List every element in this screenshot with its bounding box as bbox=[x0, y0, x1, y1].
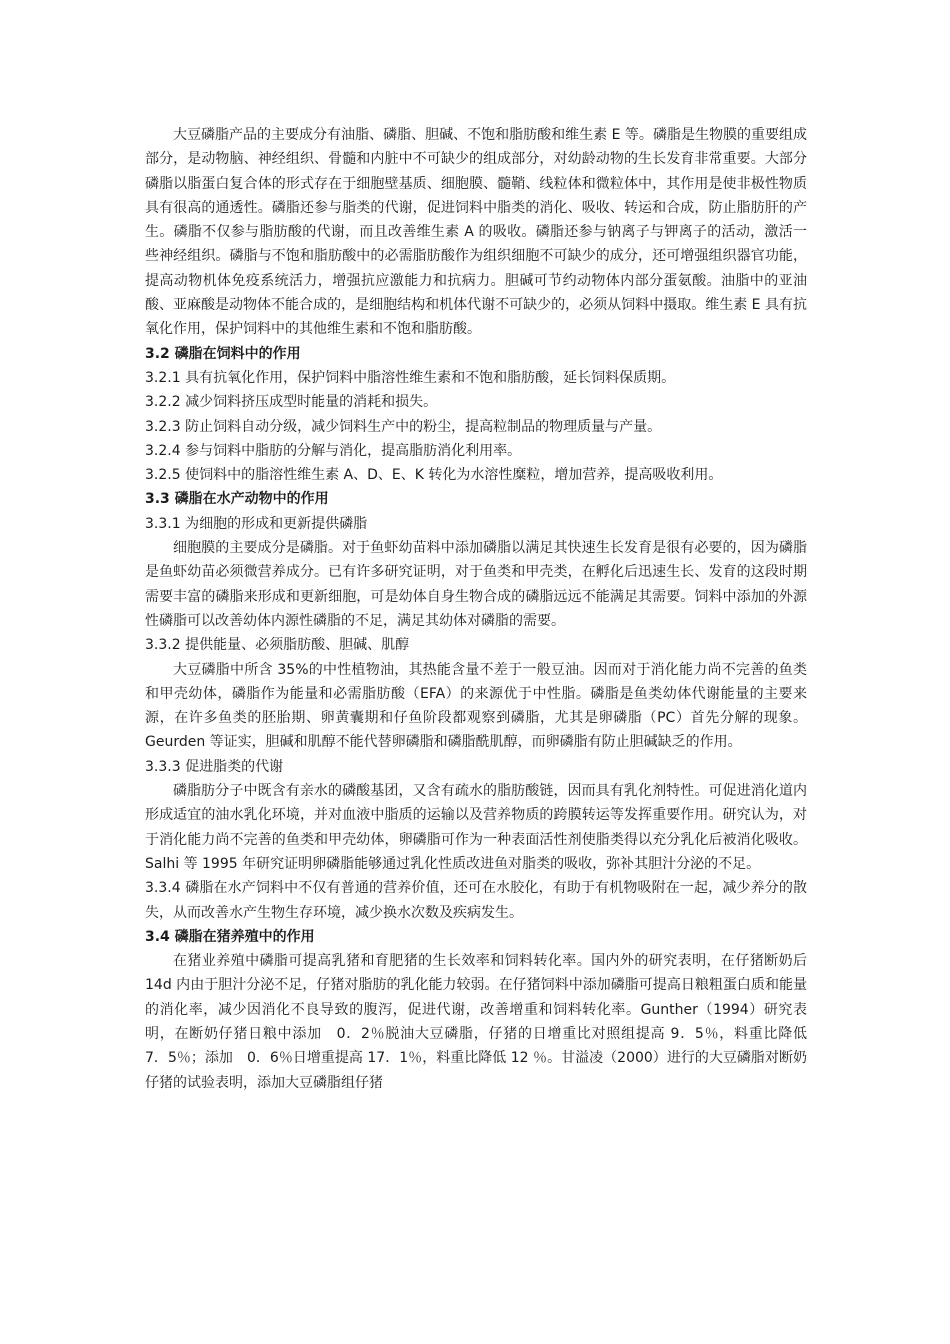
item-3-2-5: 3.2.5 使饲料中的脂溶性维生素 A、D、E、K 转化为水溶性糜粒，增加营养，提高吸收利用。 bbox=[145, 467, 723, 484]
item-3-2-1: 3.2.1 具有抗氧化作用，保护饲料中脂溶性维生素和不饱和脂肪酸，延长饲料保质期。 bbox=[145, 369, 676, 386]
paragraph-pig-farming: 在猪业养殖中磷脂可提高乳猪和育肥猪的生长效率和饲料转化率。国内外的研究表明，在仔猪断奶后 14d 内由于胆汁分泌不足，仔猪对脂肪的乳化能力较弱。在仔猪饲料中添加磷脂可提高日粮粗蛋白质和能量的消化率，减少因消化不良导致的腹泻，促进代谢，改善增重和饲料转化率。Gunther（1994）研究表明，在断奶仔猪日粮中添加 0．2％脱油大豆磷脂，仔猪的日增重比对照组提高 9．5％，料重比降低 7．5％；添加 0．6％日增重提高 17．1％，料重比降低 12 ％。甘溢凌（2000）进行的大豆磷脂对断奶仔猪的试验表明，添加大豆磷脂组仔猪 bbox=[145, 953, 821, 1091]
paragraph-energy-source: 大豆磷脂中所含 35%的中性植物油，其热能含量不差于一般豆油。因而对于消化能力尚不完善的鱼类和甲壳幼体，磷脂作为能量和必需脂肪酸（EFA）的来源优于中性脂。磷脂是鱼类幼体代谢能量的主要来源，在许多鱼类的胚胎期、卵黄囊期和仔鱼阶段都观察到磷脂，尤其是卵磷脂（PC）首先分解的现象。Geurden 等证实，胆碱和肌醇不能代替卵磷脂和磷脂酰肌醇，而卵磷脂有防止胆碱缺乏的作用。 bbox=[145, 661, 807, 751]
paragraph-soy-lecithin-components: 大豆磷脂产品的主要成分有油脂、磷脂、胆碱、不饱和脂肪酸和维生素 E 等。磷脂是生物膜的重要组成部分，是动物脑、神经组织、骨髓和内脏中不可缺少的组成部分，对幼龄动物的生长发育非常重要。大部分磷脂以脂蛋白复合体的形式存在于细胞壁基质、细胞膜、髓鞘、线粒体和微粒体中，其作用是使非极性物质具有很高的通透性。磷脂还参与脂类的代谢，促进饲料中脂类的消化、吸收、转运和合成，防止脂肪肝的产生。磷脂不仅参与脂肪酸的代谢，而且改善维生素 A 的吸收。磷脂还参与钠离子与钾离子的活动，激活一些神经组织。磷脂与不饱和脂肪酸中的必需脂肪酸作为组织细胞不可缺少的成分，还可增强组织器官功能，提高动物机体免疫系统活力，增强抗应激能力和抗病力。胆碱可节约动物体内部分蛋氨酸。油脂中的亚油酸、亚麻酸是动物体不能合成的，是细胞结构和机体代谢不可缺少的，必须从饲料中摄取。维生素 E 具有抗氧化作用，保护饲料中的其他维生素和不饱和脂肪酸。 bbox=[145, 127, 807, 338]
section-heading-3-3: 3.3 磷脂在水产动物中的作用 bbox=[145, 491, 329, 508]
paragraph-cell-membrane: 细胞膜的主要成分是磷脂。对于鱼虾幼苗料中添加磷脂以满足其快速生长发育是很有必要的，因为磷脂是鱼虾幼苗必须微营养成分。已有许多研究证明，对于鱼类和甲壳类，在孵化后迅速生长、发育的这段时期需要丰富的磷脂来形成和更新细胞，可是幼体自身生物合成的磷脂远远不能满足其需要。饲料中添加的外源性磷脂可以改善幼体内源性磷脂的不足，满足其幼体对磷脂的需要。 bbox=[145, 540, 807, 629]
item-3-3-4: 3.3.4 磷脂在水产饲料中不仅有普通的营养价值，还可在水胶化，有助于有机物吸附在一起，减少养分的散失，从而改善水产生物生存环境，减少换水次数及疾病发生。 bbox=[145, 880, 807, 921]
item-3-2-4: 3.2.4 参与饲料中脂肪的分解与消化，提高脂肪消化利用率。 bbox=[145, 442, 522, 459]
item-3-2-2: 3.2.2 减少饲料挤压成型时能量的消耗和损失。 bbox=[145, 394, 438, 411]
section-heading-3-4: 3.4 磷脂在猪养殖中的作用 bbox=[145, 928, 315, 945]
paragraph-lipid-metabolism: 磷脂肪分子中既含有亲水的磷酸基团，又含有疏水的脂肪酸链，因而具有乳化剂特性。可促进消化道内形成适宜的油水乳化环境，并对血液中脂质的运输以及营养物质的跨膜转运等发挥重要作用。研究认为，对于消化能力尚不完善的鱼类和甲壳幼体，卵磷脂可作为一种表面活性剂使脂类得以充分乳化后被消化吸收。Salhi 等 1995 年研究证明卵磷脂能够通过乳化性质改进鱼对脂类的吸收，弥补其胆汁分泌的不足。 bbox=[145, 783, 807, 872]
document-body bbox=[145, 123, 821, 1095]
item-3-3-1: 3.3.1 为细胞的形成和更新提供磷脂 bbox=[145, 515, 368, 532]
item-3-2-3: 3.2.3 防止饲料自动分级，减少饲料生产中的粉尘，提高粒制品的物理质量与产量。 bbox=[145, 418, 662, 435]
section-heading-3-2: 3.2 磷脂在饲料中的作用 bbox=[145, 345, 301, 362]
item-3-3-2: 3.3.2 提供能量、必须脂肪酸、胆碱、肌醇 bbox=[145, 637, 410, 654]
item-3-3-3: 3.3.3 促进脂类的代谢 bbox=[145, 758, 284, 775]
